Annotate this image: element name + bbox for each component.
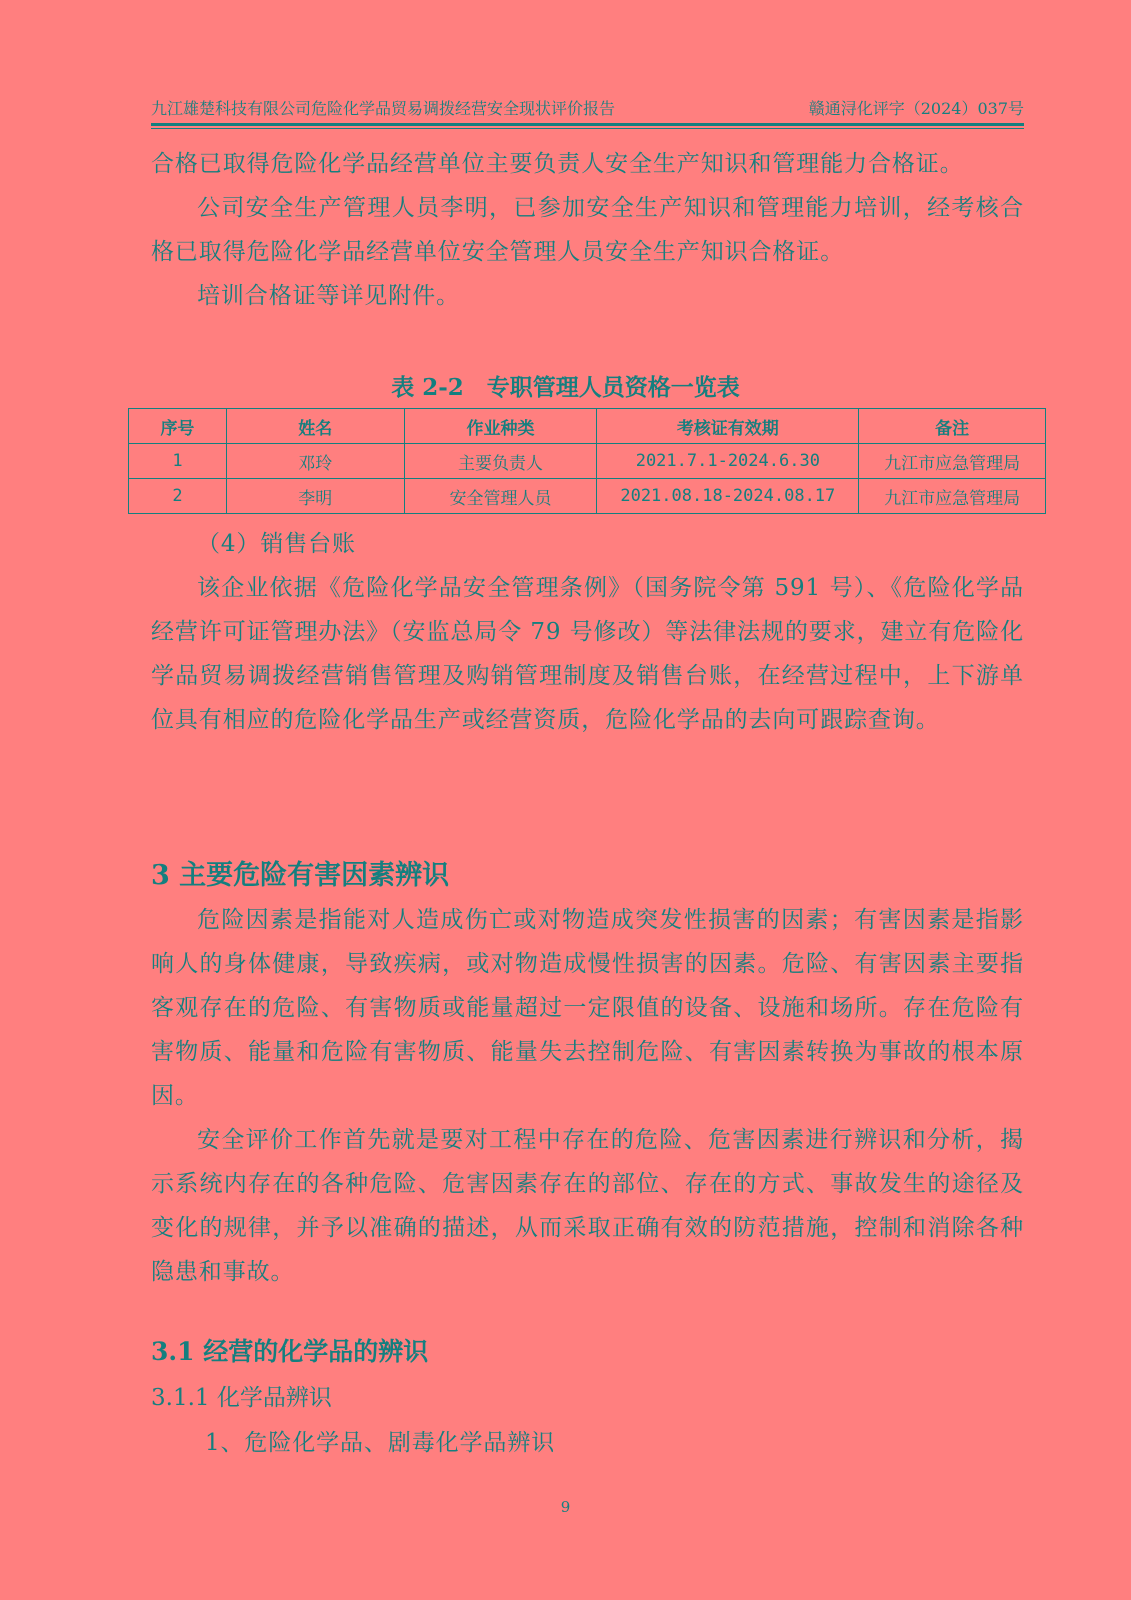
table-row: [129, 479, 1046, 514]
table-row: [129, 444, 1046, 479]
paragraph: 合格已取得危险化学品经营单位主要负责人安全生产知识和管理能力合格证。: [151, 151, 964, 177]
qualification-table: [128, 408, 1046, 514]
list-item: 1、危险化学品、剧毒化学品辨识: [205, 1430, 556, 1456]
section-3-1-1-heading: 3.1.1 化学品辨识: [151, 1385, 332, 1411]
sales-ledger-section: [151, 522, 1024, 742]
paragraph: 公司安全生产管理人员李明，已参加安全生产知识和管理能力培训，经考核合格已取得危险化学品经营单位安全管理人员安全生产知识合格证。: [151, 195, 1024, 265]
page-number: 9: [560, 1498, 571, 1516]
table-cell: 2: [129, 479, 227, 514]
header-rule: [151, 128, 1024, 129]
table-cell: 2021.7.1-2024.6.30: [597, 444, 859, 479]
column-header: 备注: [859, 409, 1046, 444]
section-3-text: [151, 898, 1024, 1294]
running-header: [151, 99, 1024, 126]
table-cell: 邓玲: [226, 444, 404, 479]
table-header-row: [129, 409, 1046, 444]
header-report-title: 九江雄楚科技有限公司危险化学品贸易调拨经营安全现状评价报告: [151, 99, 616, 118]
column-header: 姓名: [226, 409, 404, 444]
paragraph: 该企业依据《危险化学品安全管理条例》（国务院令第 591 号）、《危险化学品经营许可证管理办法》（安监总局令 79 号修改）等法律法规的要求，建立有危险化学品贸易调拨经营销售管理及购销管理制度及销售台账，在经营过程中，上下游单位具有相应的危险化学品生产或经营资质，危险化学品的去向可跟踪查询。: [151, 575, 1024, 733]
section-3-heading: 3 主要危险有害因素辨识: [151, 860, 450, 891]
table-cell: 九江市应急管理局: [859, 479, 1046, 514]
column-header: 考核证有效期: [597, 409, 859, 444]
table-cell: 1: [129, 444, 227, 479]
table-cell: 李明: [226, 479, 404, 514]
paragraph: 危险因素是指能对人造成伤亡或对物造成突发性损害的因素；有害因素是指影响人的身体健康，导致疾病，或对物造成慢性损害的因素。危险、有害因素主要指客观存在的危险、有害物质或能量超过一定限值的设备、设施和场所。存在危险有害物质、能量和危险有害物质、能量失去控制危险、有害因素转换为事故的根本原因。: [151, 907, 1024, 1109]
table-cell: 安全管理人员: [404, 479, 597, 514]
column-header: 序号: [129, 409, 227, 444]
section-3-1-heading: 3.1 经营的化学品的辨识: [151, 1337, 429, 1366]
table-caption: 表 2-2 专职管理人员资格一览表: [391, 374, 740, 401]
subsection-heading: （4）销售台账: [197, 531, 356, 557]
paragraph: 安全评价工作首先就是要对工程中存在的危险、危害因素进行辨识和分析，揭示系统内存在的各种危险、危害因素存在的部位、存在的方式、事故发生的途径及变化的规律，并予以准确的描述，从而采取正确有效的防范措施，控制和消除各种隐患和事故。: [151, 1127, 1024, 1285]
paragraph: 培训合格证等详见附件。: [197, 283, 460, 309]
table-cell: 九江市应急管理局: [859, 444, 1046, 479]
intro-text: [151, 142, 1024, 318]
column-header: 作业种类: [404, 409, 597, 444]
table-cell: 主要负责人: [404, 444, 597, 479]
header-report-number: 赣通浔化评字（2024）037号: [808, 99, 1024, 118]
table-cell: 2021.08.18-2024.08.17: [597, 479, 859, 514]
